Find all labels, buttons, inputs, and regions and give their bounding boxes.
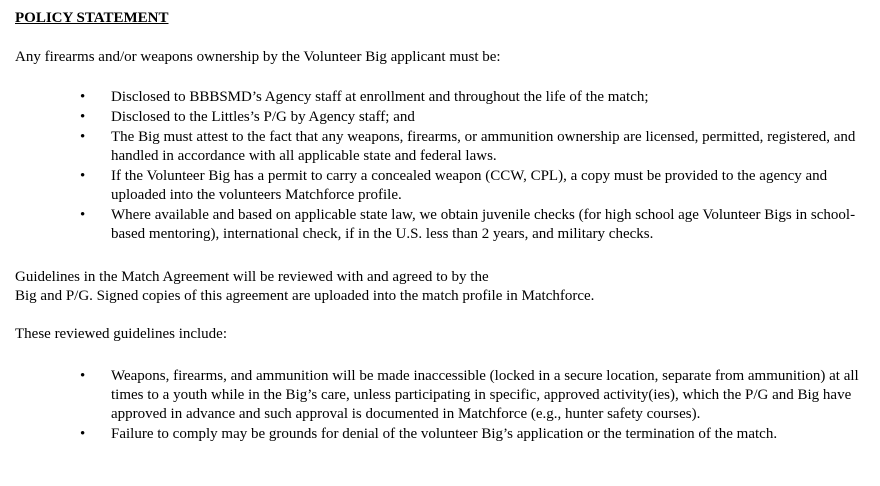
ownership-requirements-list: [0, 88, 880, 245]
list-item-text: Failure to comply may be grounds for denial of the volunteer Big’s application or the termination of the match.: [111, 426, 778, 442]
guidelines-line-1: Guidelines in the Match Agreement will be reviewed with and agreed to by the: [15, 269, 489, 285]
policy-statement-heading: POLICY STATEMENT: [15, 10, 169, 26]
intro-paragraph: Any firearms and/or weapons ownership by the Volunteer Big applicant must be:: [15, 49, 501, 65]
list-item-text: Disclosed to BBBSMD’s Agency staff at enrollment and throughout the life of the match;: [111, 89, 649, 105]
bullet-icon: •: [80, 168, 86, 184]
bullet-icon: •: [80, 109, 86, 125]
bullet-icon: •: [80, 89, 86, 105]
bullet-icon: •: [80, 368, 86, 384]
bullet-icon: •: [80, 129, 86, 145]
list-item-text: Where available and based on applicable state law, we obtain juvenile checks (for high school age Volunteer Bigs in school-based mentoring), international check, if in the U.S. less than 2 years, and military checks.: [111, 207, 856, 242]
list-item: [0, 167, 880, 205]
guidelines-line-2: Big and P/G. Signed copies of this agreement are uploaded into the match profile in Matchforce.: [15, 288, 595, 304]
list-item: [0, 88, 880, 107]
list-item: [0, 206, 880, 244]
list-item: [0, 425, 880, 444]
list-item: [0, 367, 880, 424]
bullet-icon: •: [80, 426, 86, 442]
list-item-text: If the Volunteer Big has a permit to carry a concealed weapon (CCW, CPL), a copy must be provided to the agency and uploaded into the volunteers Matchforce profile.: [111, 168, 828, 203]
reviewed-guidelines-intro: These reviewed guidelines include:: [15, 326, 228, 342]
list-item-text: Disclosed to the Littles’s P/G by Agency staff; and: [111, 109, 415, 125]
reviewed-guidelines-list: [0, 367, 880, 445]
list-item-text: The Big must attest to the fact that any weapons, firearms, or ammunition ownership are licensed, permitted, registered, and handled in accordance with all applicable state and federal laws.: [111, 129, 856, 164]
bullet-icon: •: [80, 207, 86, 223]
list-item: [0, 128, 880, 166]
guidelines-paragraph: [15, 268, 865, 306]
list-item: [0, 108, 880, 127]
list-item-text: Weapons, firearms, and ammunition will be made inaccessible (locked in a secure location, separate from ammunition) at all times to a youth while in the Big’s care, unless participating in specific, approved activity(ies), which the P/G and Big have approved in advance and such approval is documented in Matchforce (e.g., hunter safety courses).: [111, 368, 859, 422]
